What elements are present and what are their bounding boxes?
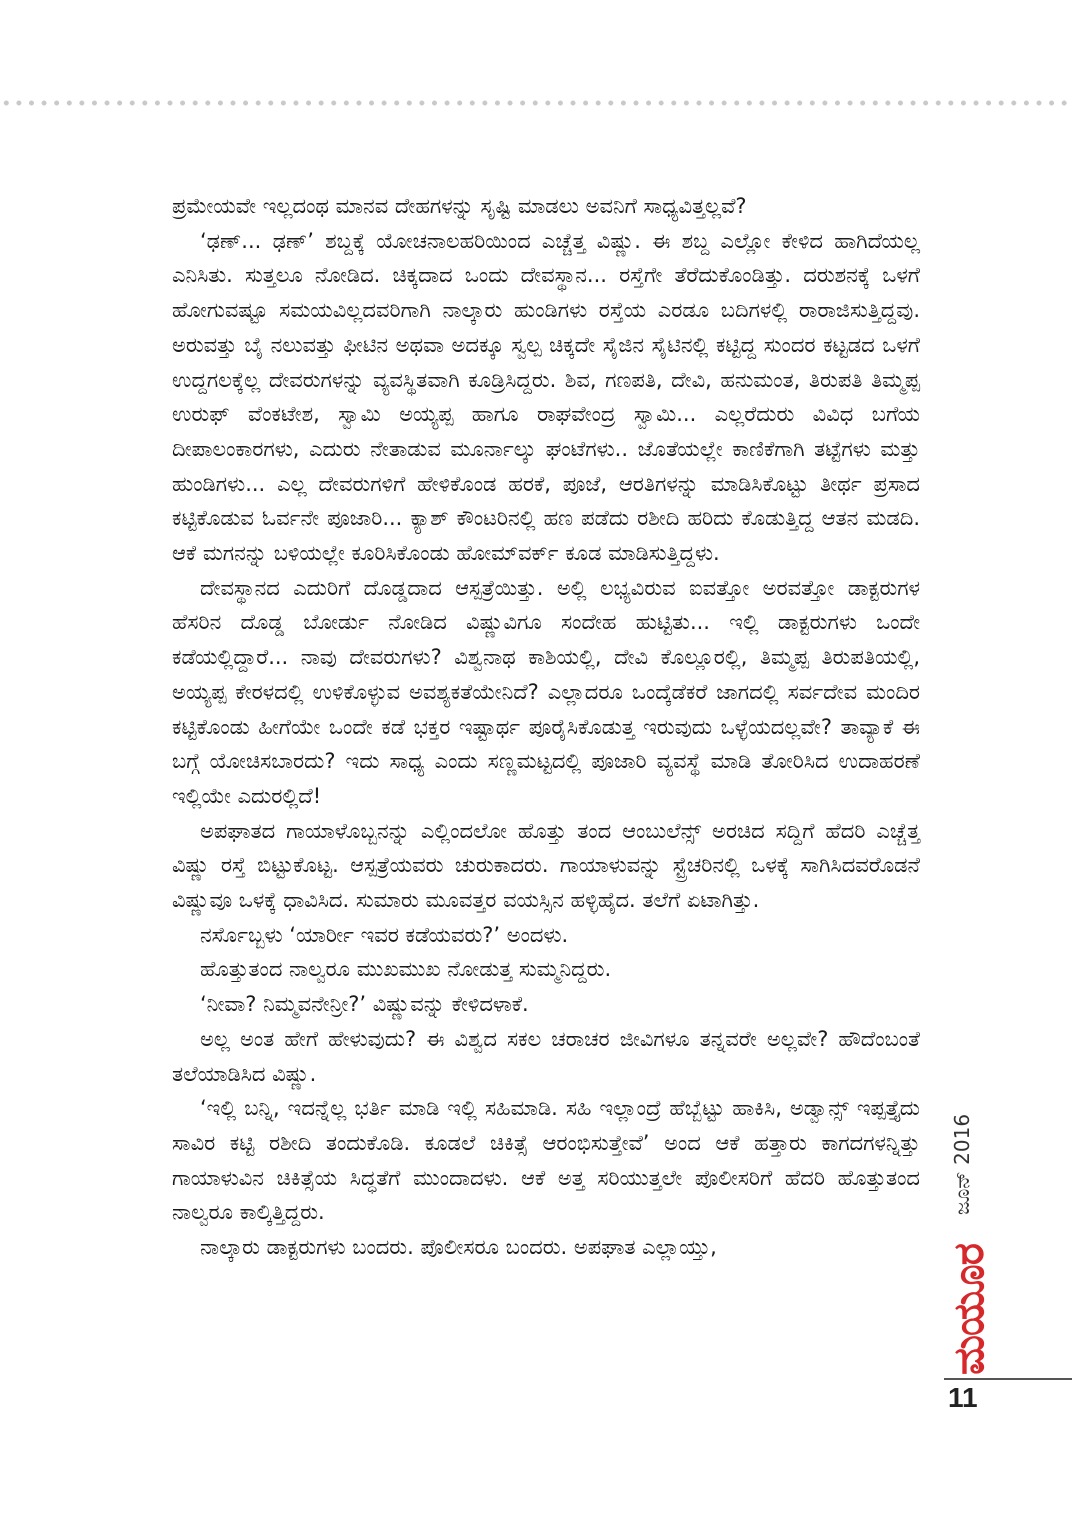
- paragraph: ‘ನೀವಾ? ನಿಮ್ಮವನೇನ್ರೀ?’ ವಿಷ್ಣುವನ್ನು ಕೇಳಿದಳಾಕೆ.: [200, 992, 529, 1017]
- paragraph: ‘ಇಲ್ಲಿ ಬನ್ನಿ, ಇದನ್ನೆಲ್ಲ ಭರ್ತಿ ಮಾಡಿ ಇಲ್ಲಿ ಸಹಿಮಾಡಿ. ಸಹಿ ಇಲ್ಲಾಂದ್ರೆ ಹೆಬ್ಬೆಟ್ಟು ಹಾಕಿಸಿ, ಅಡ್ವಾನ್ಸ್ ಇಪ್ಪತ್ತೈದು ಸಾವಿರ ಕಟ್ಟಿ ರಶೀದಿ ತಂದುಕೊಡಿ. ಕೂಡಲೆ ಚಿಕಿತ್ಸೆ ಆರಂಭಿಸುತ್ತೇವೆ’ ಅಂದ ಆಕೆ ಹತ್ತಾರು ಕಾಗದಗಳನ್ನಿತ್ತು ಗಾಯಾಳುವಿನ ಚಿಕಿತ್ಸೆಯ ಸಿದ್ಧತೆಗೆ ಮುಂದಾದಳು. ಆಕೆ ಅತ್ತ ಸರಿಯುತ್ತಲೇ ಪೊಲೀಸರಿಗೆ ಹೆದರಿ ಹೊತ್ತುತಂದ ನಾಲ್ವರೂ ಕಾಲ್ಕಿತ್ತಿದ್ದರು.: [172, 1096, 920, 1225]
- paragraph: ‘ಢಣ್... ಢಣ್’ ಶಬ್ದಕ್ಕೆ ಯೋಚನಾಲಹರಿಯಿಂದ ಎಚ್ಚೆತ್ತ ವಿಷ್ಣು. ಈ ಶಬ್ದ ಎಲ್ಲೋ ಕೇಳಿದ ಹಾಗಿದೆಯಲ್ಲ ಎನಿಸಿತು. ಸುತ್ತಲೂ ನೋಡಿದ. ಚಿಕ್ಕದಾದ ಒಂದು ದೇವಸ್ಥಾನ... ರಸ್ತೆಗೇ ತೆರೆದುಕೊಂಡಿತ್ತು. ದರುಶನಕ್ಕೆ ಒಳಗೆ ಹೋಗುವಷ್ಟೂ ಸಮಯವಿಲ್ಲದವರಿಗಾಗಿ ನಾಲ್ಕಾರು ಹುಂಡಿಗಳು ರಸ್ತೆಯ ಎರಡೂ ಬದಿಗಳಲ್ಲಿ ರಾರಾಜಿಸುತ್ತಿದ್ದವು. ಅರುವತ್ತು ಬೈ ನಲುವತ್ತು ಫೀಟಿನ ಅಥವಾ ಅದಕ್ಕೂ ಸ್ವಲ್ಪ ಚಿಕ್ಕದೇ ಸೈಜಿನ ಸೈಟಿನಲ್ಲಿ ಕಟ್ಟಿದ್ದ ಸುಂದರ ಕಟ್ಟಡದ ಒಳಗೆ ಉದ್ದಗಲಕ್ಕೆಲ್ಲ ದೇವರುಗಳನ್ನು ವ್ಯವಸ್ಥಿತವಾಗಿ ಕೂಡ್ರಿಸಿದ್ದರು. ಶಿವ, ಗಣಪತಿ, ದೇವಿ, ಹನುಮಂತ, ತಿರುಪತಿ ತಿಮ್ಮಪ್ಪ ಉರುಫ್ ವೆಂಕಟೇಶ, ಸ್ವಾಮಿ ಅಯ್ಯಪ್ಪ ಹಾಗೂ ರಾಘವೇಂದ್ರ ಸ್ವಾಮಿ... ಎಲ್ಲರೆದುರು ವಿವಿಧ ಬಗೆಯ ದೀಪಾಲಂಕಾರಗಳು, ಎದುರು ನೇತಾಡುವ ಮೂರ್ನಾಲ್ಕು ಘಂಟೆಗಳು.. ಜೊತೆಯಲ್ಲೇ ಕಾಣಿಕೆಗಾಗಿ ತಟ್ಟೆಗಳು ಮತ್ತು ಹುಂಡಿಗಳು... ಎಲ್ಲ ದೇವರುಗಳಿಗೆ ಹೇಳಿಕೊಂಡ ಹರಕೆ, ಪೂಜೆ, ಆರತಿಗಳನ್ನು ಮಾಡಿಸಿಕೊಟ್ಟು ತೀರ್ಥ ಪ್ರಸಾದ ಕಟ್ಟಿಕೊಡುವ ಓರ್ವನೇ ಪೂಜಾರಿ... ಕ್ಯಾಶ್ ಕೌಂಟರಿನಲ್ಲಿ ಹಣ ಪಡೆದು ರಶೀದಿ ಹರಿದು ಕೊಡುತ್ತಿದ್ದ ಆತನ ಮಡದಿ. ಆಕೆ ಮಗನನ್ನು ಬಳಿಯಲ್ಲೇ ಕೂರಿಸಿಕೊಂಡು ಹೋಮ್‌ವರ್ಕ್ ಕೂಡ ಮಾಡಿಸುತ್ತಿದ್ದಳು.: [172, 228, 920, 566]
- footer-rule: [944, 1378, 1072, 1380]
- paragraph: ಅಪಘಾತದ ಗಾಯಾಳೊಬ್ಬನನ್ನು ಎಲ್ಲಿಂದಲೋ ಹೊತ್ತು ತಂದ ಆಂಬುಲೆನ್ಸ್ ಅರಚಿದ ಸದ್ದಿಗೆ ಹೆದರಿ ಎಚ್ಚೆತ್ತ ವಿಷ್ಣು ರಸ್ತೆ ಬಿಟ್ಟುಕೊಟ್ಟ. ಆಸ್ಪತ್ರೆಯವರು ಚುರುಕಾದರು. ಗಾಯಾಳುವನ್ನು ಸ್ಟ್ರೆಚರಿನಲ್ಲಿ ಒಳಕ್ಕೆ ಸಾಗಿಸಿದವರೊಡನೆ ವಿಷ್ಣುವೂ ಒಳಕ್ಕೆ ಧಾವಿಸಿದ. ಸುಮಾರು ಮೂವತ್ತರ ವಯಸ್ಸಿನ ಹಳ್ಳಿಹೈದ. ತಲೆಗೆ ಏಟಾಗಿತ್ತು.: [172, 818, 920, 913]
- issue-date: ಜೂನ್ 2016: [950, 1113, 974, 1215]
- dotted-header-border: [0, 96, 1072, 110]
- paragraph: ಪ್ರಮೇಯವೇ ಇಲ್ಲದಂಥ ಮಾನವ ದೇಹಗಳನ್ನು ಸೃಷ್ಟಿ ಮಾಡಲು ಅವನಿಗೆ ಸಾಧ್ಯವಿತ್ತಲ್ಲವೆ?: [172, 194, 747, 218]
- page-number: 11: [948, 1382, 978, 1413]
- paragraph: ದೇವಸ್ಥಾನದ ಎದುರಿಗೆ ದೊಡ್ಡದಾದ ಆಸ್ಪತ್ರೆಯಿತ್ತು. ಅಲ್ಲಿ ಲಭ್ಯವಿರುವ ಐವತ್ತೋ ಅರವತ್ತೋ ಡಾಕ್ಟರುಗಳ ಹೆಸರಿನ ದೊಡ್ಡ ಬೋರ್ಡು ನೋಡಿದ ವಿಷ್ಣುವಿಗೂ ಸಂದೇಹ ಹುಟ್ಟಿತು... ಇಲ್ಲಿ ಡಾಕ್ಟರುಗಳು ಒಂದೇ ಕಡೆಯಲ್ಲಿದ್ದಾರೆ... ನಾವು ದೇವರುಗಳು? ವಿಶ್ವನಾಥ ಕಾಶಿಯಲ್ಲಿ, ದೇವಿ ಕೊಲ್ಲೂರಲ್ಲಿ, ತಿಮ್ಮಪ್ಪ ತಿರುಪತಿಯಲ್ಲಿ, ಅಯ್ಯಪ್ಪ ಕೇರಳದಲ್ಲಿ ಉಳಿಕೊಳ್ಳುವ ಅವಶ್ಯಕತೆಯೇನಿದೆ? ಎಲ್ಲಾದರೂ ಒಂದ್ಕೆಡೆಕರೆ ಜಾಗದಲ್ಲಿ ಸರ್ವದೇವ ಮಂದಿರ ಕಟ್ಟಿಕೊಂಡು ಹೀಗೆಯೇ ಒಂದೇ ಕಡೆ ಭಕ್ತರ ಇಷ್ಟಾರ್ಥ ಪೂರೈಸಿಕೊಡುತ್ತ ಇರುವುದು ಒಳ್ಳೆಯದಲ್ಲವೇ? ತಾವ್ಯಾಕೆ ಈ ಬಗ್ಗೆ ಯೋಚಿಸಬಾರದು? ಇದು ಸಾಧ್ಯ ಎಂದು ಸಣ್ಣಮಟ್ಟದಲ್ಲಿ ಪೂಜಾರಿ ವ್ಯವಸ್ಥೆ ಮಾಡಿ ತೋರಿಸಿದ ಉದಾಹರಣೆ ಇಲ್ಲಿಯೇ ಎದುರಲ್ಲಿದೆ!: [172, 575, 920, 808]
- paragraph: ಅಲ್ಲ ಅಂತ ಹೇಗೆ ಹೇಳುವುದು? ಈ ವಿಶ್ವದ ಸಕಲ ಚರಾಚರ ಜೀವಿಗಳೂ ತನ್ನವರೇ ಅಲ್ಲವೇ? ಹೌದೆಂಬಂತೆ ತಲೆಯಾಡಿಸಿದ ವಿಷ್ಣು.: [172, 1026, 920, 1086]
- paragraph: ನಾಲ್ಕಾರು ಡಾಕ್ಟರುಗಳು ಬಂದರು. ಪೊಲೀಸರೂ ಬಂದರು. ಅಪಘಾತ ಎಲ್ಲಾಯ್ತು,: [200, 1235, 717, 1260]
- paragraph: ಹೊತ್ತುತಂದ ನಾಲ್ವರೂ ಮುಖಮುಖ ನೋಡುತ್ತ ಸುಮ್ಮನಿದ್ದರು.: [200, 957, 612, 982]
- magazine-logo: ಮಯೂರ: [944, 1244, 993, 1375]
- article-body: [172, 189, 920, 1265]
- magazine-side-brand: [944, 1085, 996, 1375]
- paragraph: ನರ್ಸೊಬ್ಬಳು ‘ಯಾರ್ರೀ ಇವರ ಕಡೆಯವರು?’ ಅಂದಳು.: [200, 922, 569, 947]
